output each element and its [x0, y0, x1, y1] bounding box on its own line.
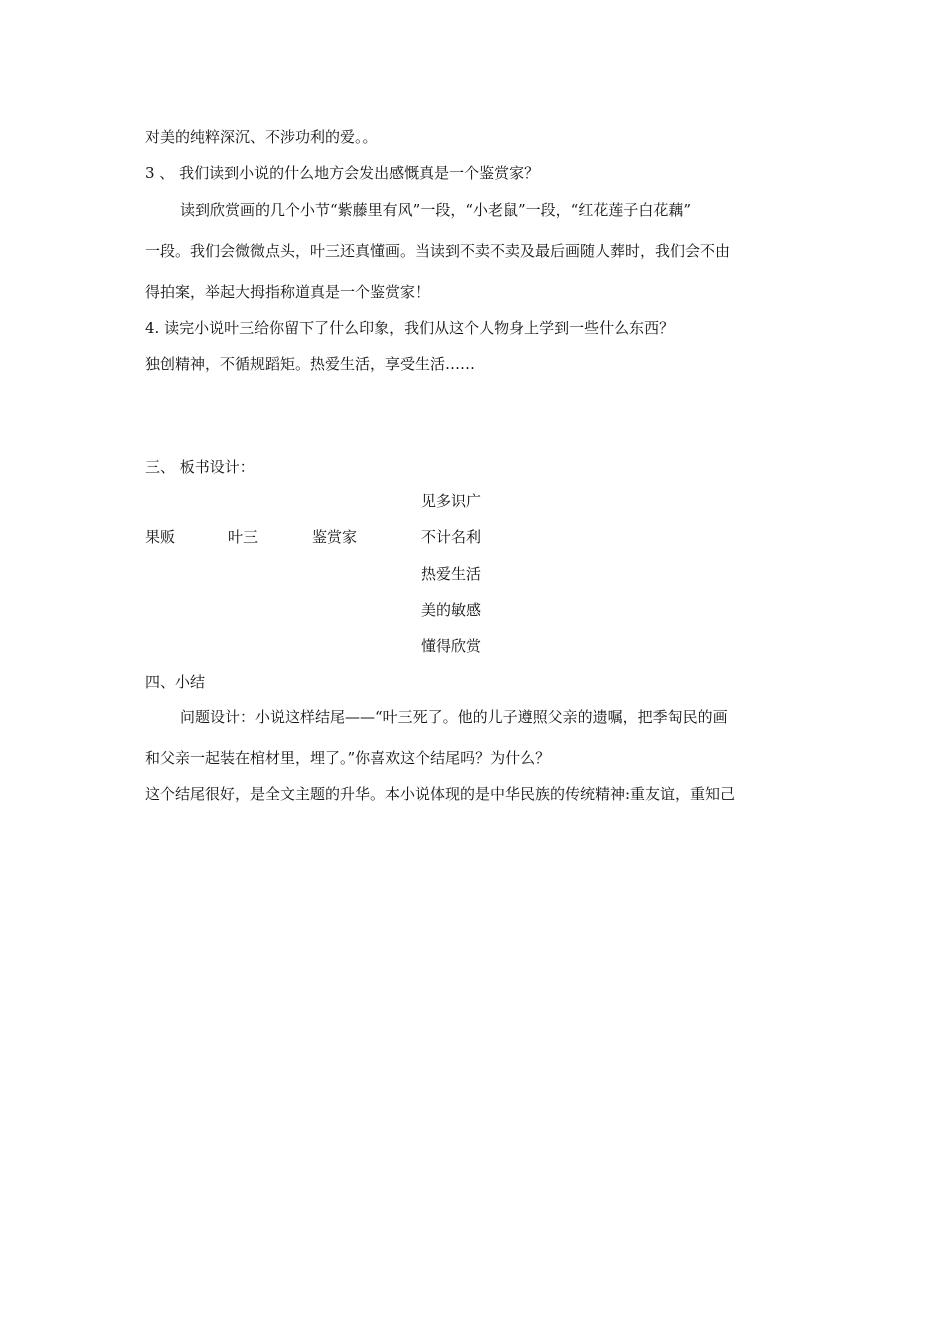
question-4: 4. 读完小说叶三给你留下了什么印象，我们从这个人物身上学到一些什么东西？	[145, 319, 675, 337]
summary-heading: 四、小结	[145, 673, 206, 691]
board-trait: 见多识广	[421, 492, 482, 510]
board-design-heading: 三、 板书设计：	[145, 458, 255, 476]
answer-3-line-2: 一段。我们会微微点头，叶三还真懂画。当读到不卖不卖及最后画随人葬时，我们会不由	[145, 242, 731, 260]
board-trait: 懂得欣赏	[421, 637, 482, 655]
paragraph-love-of-beauty: 对美的纯粹深沉、不涉功利的爱。。	[145, 128, 378, 146]
answer-3-line-3: 得拍案，举起大拇指称道真是一个鉴赏家！	[145, 283, 431, 301]
answer-3-line-1: 读到欣赏画的几个小节“紫藤里有风”一段，“小老鼠”一段，“红花莲子白花藕”	[180, 201, 692, 219]
answer-4: 独创精神，不循规蹈矩。热爱生活，享受生活……	[145, 355, 476, 373]
question-3: 3 、 我们读到小说的什么地方会发出感慨真是一个鉴赏家？	[145, 164, 540, 182]
summary-question-line-2: 和父亲一起装在棺材里，埋了。”你喜欢这个结尾吗？为什么？	[145, 749, 551, 767]
board-col-connoisseur: 鉴赏家	[312, 528, 358, 546]
summary-answer: 这个结尾很好，是全文主题的升华。本小说体现的是中华民族的传统精神:重友谊，重知己	[145, 785, 736, 803]
board-trait: 不计名利	[421, 528, 482, 546]
board-trait: 热爱生活	[421, 565, 482, 583]
summary-question-line-1: 问题设计：小说这样结尾——“叶三死了。他的儿子遵照父亲的遗嘱，把季匋民的画	[180, 708, 728, 726]
board-trait: 美的敏感	[421, 601, 482, 619]
board-col-fruit-seller: 果贩	[145, 528, 176, 546]
board-col-ye-san: 叶三	[228, 528, 259, 546]
